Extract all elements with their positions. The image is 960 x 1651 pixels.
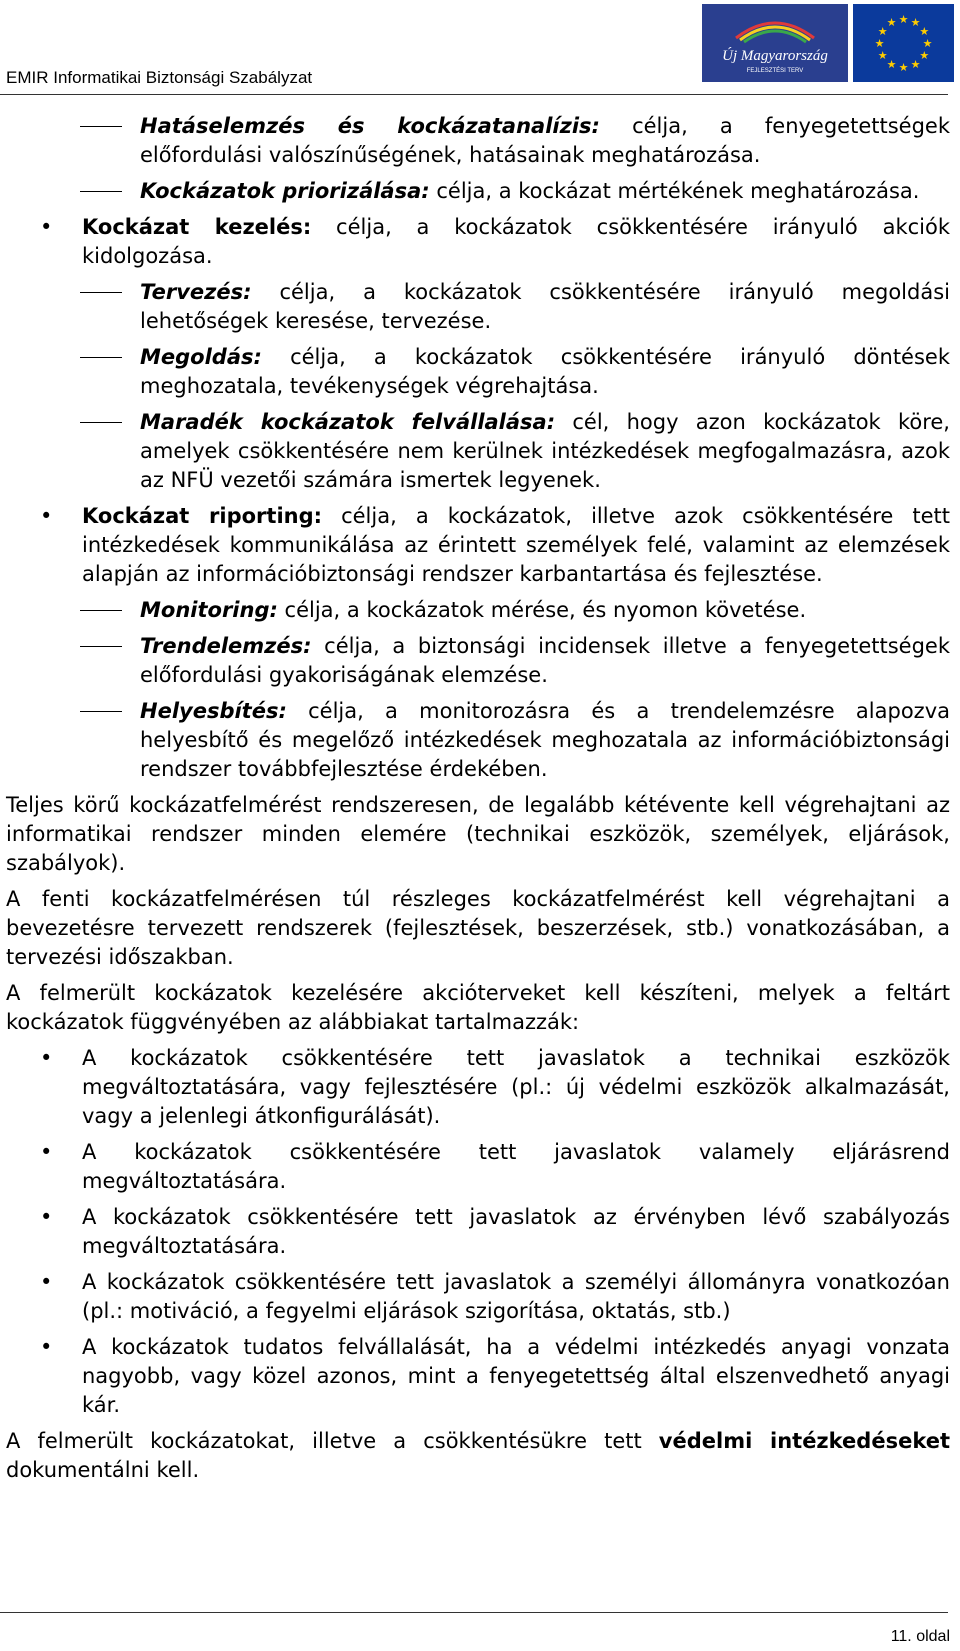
dash-icon [80,632,122,661]
list-item [6,408,950,495]
dash-icon [80,177,122,206]
paragraph: A felmerült kockázatok kezelésére akcióterveket kell készíteni, melyek a feltárt kockázatok függvényében az alábbiakat tartalmazzák: [6,981,950,1034]
item-text: célja, a kockázatok mérése, és nyomon követése. [277,598,807,622]
item-text: célja, a monitorozásra és a trendelemzésre alapozva helyesbítő és megelőző intézkedések meghozatala az információbiztonsági rendszer továbbfejlesztése érdekében. [140,699,950,781]
eu-star-icon: ★ [898,61,909,74]
list-item [6,278,950,336]
eu-star-icon: ★ [919,49,930,62]
paragraph: A fenti kockázatfelmérésen túl részleges kockázatfelmérést kell végrehajtani a bevezetésre tervezett rendszerek (fejlesztések, beszerzések, stb.) vonatkozásában, a tervezési időszakban. [6,887,950,969]
list-item [6,1268,950,1326]
bullet-icon: • [40,504,53,528]
eu-star-icon: ★ [919,25,930,38]
item-term: Helyesbítés: [140,699,287,723]
eu-star-icon: ★ [874,37,885,50]
bullet-icon: • [40,215,53,239]
item-text: célja, a biztonsági incidensek illetve a fenyegetettségek előfordulási gyakoriságának elemzése. [140,634,950,687]
list-item [6,177,950,206]
list-item [6,596,950,625]
page-number: 11. oldal [890,1628,950,1645]
uj-magyarorszag-logo [702,4,848,82]
bullet-icon: • [40,1140,53,1164]
list-item [6,112,950,170]
page-header [0,0,960,92]
item-text: A kockázatok csökkentésére tett javaslatok valamely eljárásrend megváltoztatására. [82,1140,950,1193]
bullet-icon: • [40,1335,53,1359]
item-term: Maradék kockázatok felvállalása: [140,410,556,434]
item-text: A kockázatok csökkentésére tett javaslatok az érvényben lévő szabályozás megváltoztatására. [82,1205,950,1258]
list-item [6,1203,950,1261]
item-text: célja, a kockázatok csökkentésére irányuló döntések meghozatala, tevékenységek végrehajtása. [140,345,950,398]
item-term: Kockázatok priorizálása: [140,179,430,203]
eu-star-icon: ★ [910,57,921,71]
list-item [6,1138,950,1196]
item-text: célja, a fenyegetettségek előfordulási valószínűségének, hatásainak meghatározása. [140,114,950,167]
item-text: A kockázatok csökkentésére tett javaslatok a személyi állományra vonatkozóan (pl.: motiváció, a fegyelmi eljárások szigorítása, oktatás, stb.) [82,1270,950,1323]
item-term: Tervezés: [140,280,252,304]
item-term: Monitoring: [140,598,278,622]
list-item [6,502,950,589]
eu-star-icon: ★ [922,37,933,50]
eu-star-icon: ★ [877,25,888,38]
footer-divider [0,1612,948,1613]
header-divider [0,94,948,95]
eu-star-icon: ★ [877,49,888,62]
list-item [6,632,950,690]
document-body [6,112,950,1485]
closing-paragraph [6,1427,950,1485]
list-item [6,343,950,401]
item-text: célja, a kockázatok csökkentésére irányuló akciók kidolgozása. [82,215,950,268]
item-term: Megoldás: [140,345,262,369]
dash-icon [80,596,122,625]
item-text: célja, a kockázatok csökkentésére irányuló megoldási lehetőségek keresése, tervezése. [140,280,950,333]
logo-text: Új Magyarország [722,48,828,64]
dash-icon [80,112,122,141]
closing-text: A felmerült kockázatokat, illetve a csökkentésükre tett [6,1429,659,1453]
item-text: A kockázatok csökkentésére tett javaslatok a technikai eszközök megváltoztatására, vagy fejlesztésére (pl.: új védelmi eszközök alkalmazását, vagy a jelenlegi átkonfigurálását). [82,1046,950,1128]
eu-star-icon: ★ [886,57,897,71]
logo-subtext: FEJLESZTÉSI TERV [746,68,804,74]
eu-star-icon: ★ [898,13,909,26]
bullet-icon: • [40,1205,53,1229]
item-term: Hatáselemzés és kockázatanalízis: [140,114,600,138]
item-text: A kockázatok tudatos felvállalását, ha a védelmi intézkedés anyagi vonzata nagyobb, vagy közel azonos, mint a fenyegetettség által elszenvedhető anyagi kár. [82,1335,950,1417]
item-text: célja, a kockázat mértékének meghatározása. [429,179,920,203]
paragraph: Teljes körű kockázatfelmérést rendszeresen, de legalább kétévente kell végrehajtani az informatikai rendszer minden elemére (technikai eszközök, személyek, eljárások, szabályok). [6,793,950,875]
item-text: célja, a kockázatok, illetve azok csökkentésére tett intézkedések kommunikálása az érintett személyek felé, valamint az elemzések alapján az információbiztonsági rendszer karbantartása és fejlesztése. [82,504,950,586]
dash-icon [80,408,122,437]
bullet-icon: • [40,1046,53,1070]
eu-star-icon: ★ [910,16,921,30]
eu-star-icon: ★ [886,16,897,30]
document-title: EMIR Informatikai Biztonsági Szabályzat [6,68,313,87]
closing-bold: védelmi intézkedéseket [658,1429,950,1453]
list-item [6,213,950,271]
dash-icon [80,278,122,307]
item-term: Kockázat riporting: [82,504,323,528]
item-term: Kockázat kezelés: [82,215,312,239]
list-item [6,697,950,784]
bullet-icon: • [40,1270,53,1294]
dash-icon [80,697,122,726]
list-item [6,1333,950,1420]
item-text: cél, hogy azon kockázatok köre, amelyek csökkentésére nem kerülnek intézkedések megfogalmazásra, azok az NFÜ vezetői számára ismertek legyenek. [140,410,950,492]
list-item [6,1044,950,1131]
dash-icon [80,343,122,372]
item-term: Trendelemzés: [140,634,312,658]
eu-flag-logo [853,4,954,82]
closing-text-end: dokumentálni kell. [6,1458,200,1482]
